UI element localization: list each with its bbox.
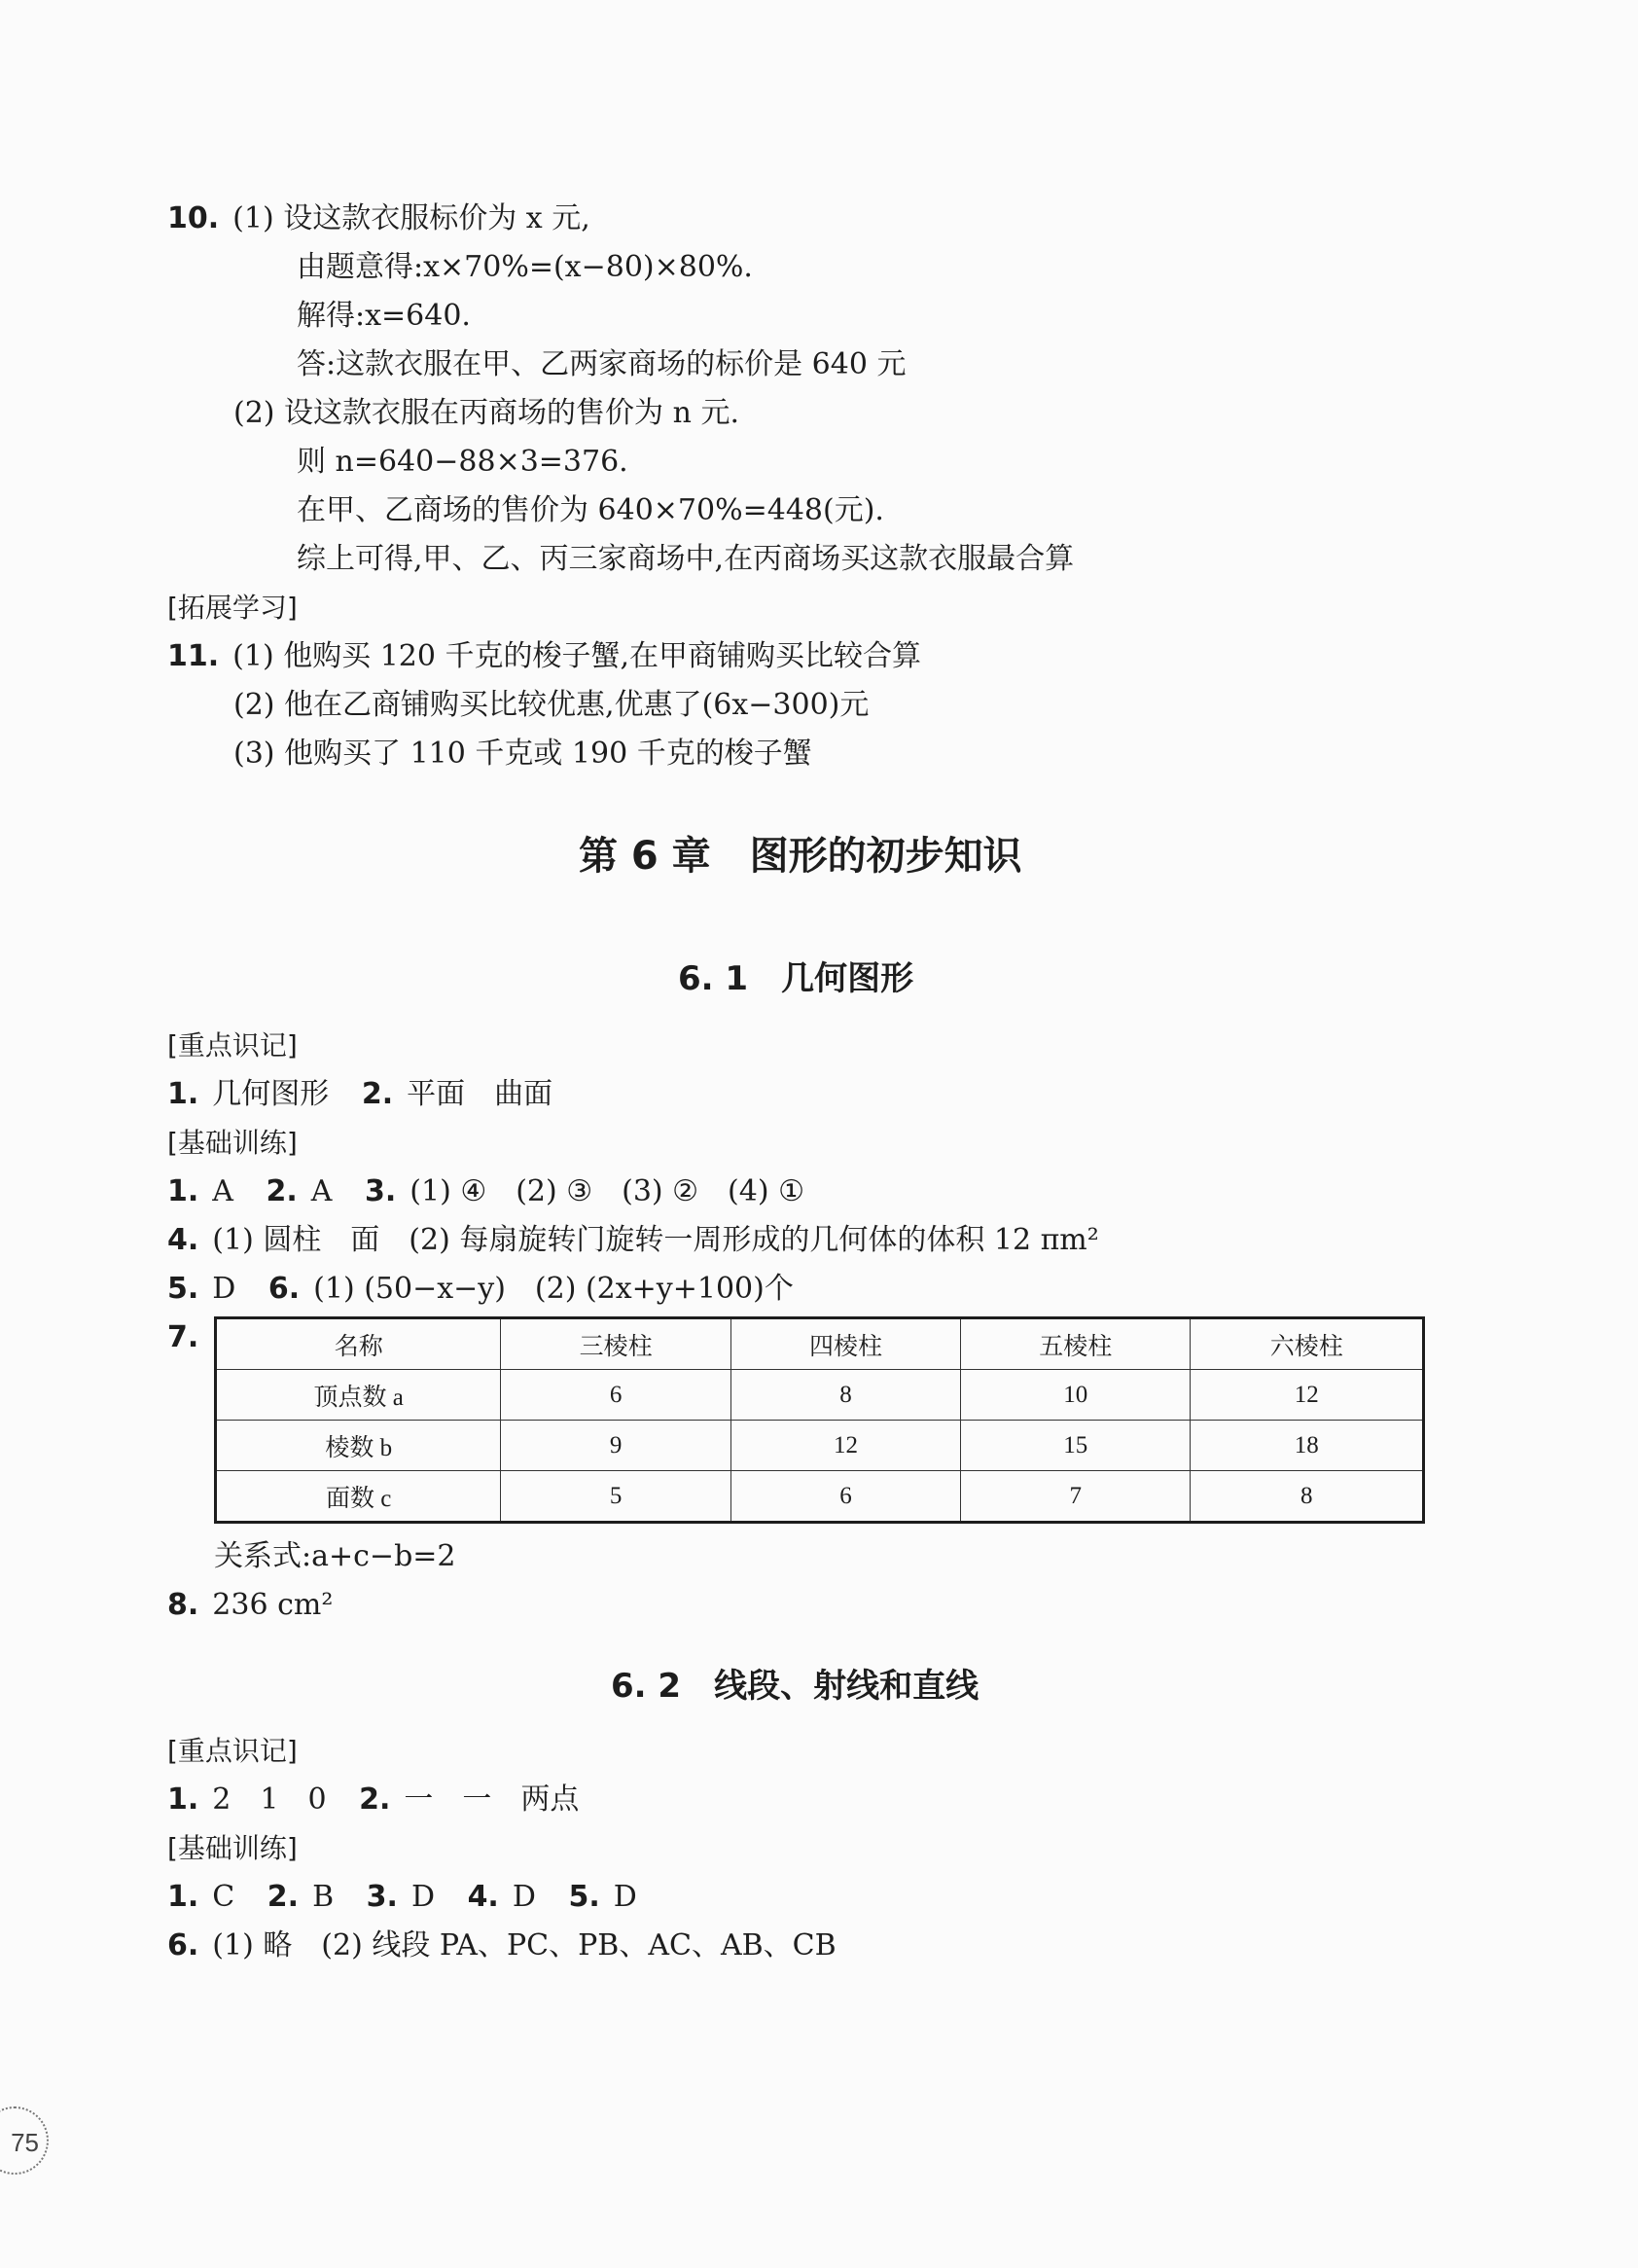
table-cell: 棱数 b <box>216 1421 501 1471</box>
s62-b-num-5: 5. <box>568 1880 600 1914</box>
table-cell: 10 <box>961 1370 1191 1421</box>
table-cell: 6 <box>501 1370 730 1421</box>
relation-formula: 关系式:a+c−b=2 <box>214 1539 456 1573</box>
s62-key-answer-1: 2 1 0 <box>212 1782 327 1817</box>
s61-key-num-1: 1. <box>167 1077 199 1111</box>
s61-key-line <box>167 1075 552 1114</box>
table-cell: 12 <box>1191 1370 1424 1421</box>
s61-basic-tag: [基础训练] <box>167 1127 298 1159</box>
s61-basic-line-1 <box>167 1172 804 1211</box>
q10-part1-line3: 解得:x=640. <box>297 299 471 333</box>
table-row <box>216 1421 1424 1471</box>
q10-part2-line4: 综上可得,甲、乙、丙三家商场中,在丙商场买这款衣服最合算 <box>297 542 1075 576</box>
table-cell: 15 <box>961 1421 1191 1471</box>
q10-part2-line2: 则 n=640−88×3=376. <box>297 445 628 479</box>
s61-b-answer-3: (1) ④ (2) ③ (3) ② (4) ① <box>410 1174 804 1208</box>
table-cell: 6 <box>730 1471 960 1523</box>
s61-basic-line-5 <box>167 1270 794 1309</box>
table-cell: 8 <box>1191 1471 1424 1523</box>
table-cell: 8 <box>730 1370 960 1421</box>
s62-b-answer-5: D <box>613 1880 637 1914</box>
s62-b-answer-2: B <box>312 1880 335 1914</box>
chapter-title: 第 6 章 图形的初步知识 <box>579 834 1022 879</box>
table-row <box>216 1370 1424 1421</box>
s61-b-num-2: 2. <box>266 1174 298 1208</box>
s62-key-line <box>167 1781 579 1819</box>
q10-line-5 <box>233 394 739 433</box>
q10-part2-label: (2) <box>233 396 275 430</box>
table-row <box>216 1471 1424 1523</box>
s62-b-answer-3: D <box>410 1880 436 1914</box>
s61-b-num-4: 4. <box>167 1223 199 1257</box>
s62-b-answer-4: D <box>512 1880 536 1914</box>
s62-key-num-2: 2. <box>359 1782 391 1817</box>
table-header-cell: 名称 <box>216 1318 501 1370</box>
s61-key-num-2: 2. <box>361 1077 394 1111</box>
page-number: 75 <box>0 2106 49 2175</box>
q10-part1-line2: 由题意得:x×70%=(x−80)×80%. <box>297 250 753 284</box>
s61-b-answer-5: D <box>212 1272 236 1306</box>
q10-line-1 <box>167 199 590 238</box>
s62-b-answer-1: C <box>212 1880 235 1914</box>
table-header-cell: 三棱柱 <box>501 1318 730 1370</box>
s61-b-answer-1: A <box>212 1174 233 1208</box>
section-6-1-title: 6. 1 几何图形 <box>678 959 914 998</box>
s62-basic-tag: [基础训练] <box>167 1832 298 1864</box>
table-header-cell: 五棱柱 <box>961 1318 1191 1370</box>
s61-b-answer-2: A <box>310 1174 333 1208</box>
s61-key-answer-2: 平面 曲面 <box>407 1077 553 1111</box>
q10-part2-line3: 在甲、乙商场的售价为 640×70%=448(元). <box>297 493 884 527</box>
table-cell: 18 <box>1191 1421 1424 1471</box>
s61-basic-line-8 <box>167 1586 333 1625</box>
s62-b-num-1: 1. <box>167 1880 199 1914</box>
s62-b-num-2: 2. <box>267 1880 300 1914</box>
table-header-cell: 六棱柱 <box>1191 1318 1424 1370</box>
s61-b-answer-8: 236 cm² <box>212 1588 334 1622</box>
q10-part1-line4: 答:这款衣服在甲、乙两家商场的标价是 640 元 <box>297 347 907 381</box>
s62-key-num-1: 1. <box>167 1782 199 1817</box>
s62-b-num-3: 3. <box>366 1880 398 1914</box>
q11-answer-1: (1) 他购买 120 千克的梭子蟹,在甲商铺购买比较合算 <box>232 639 922 673</box>
table-cell: 面数 c <box>216 1471 501 1523</box>
s61-basic-line-4 <box>167 1221 1099 1260</box>
q10-part1-label: (1) <box>232 201 274 235</box>
table-cell: 12 <box>730 1421 960 1471</box>
s62-key-tag: [重点识记] <box>167 1735 298 1767</box>
q11-line-1 <box>167 637 921 676</box>
s61-b-num-1: 1. <box>167 1174 199 1208</box>
s62-basic-line-6 <box>167 1926 837 1965</box>
s61-b-answer-6: (1) (50−x−y) (2) (2x+y+100)个 <box>313 1272 794 1306</box>
q11-answer-3: (3) 他购买了 110 千克或 190 千克的梭子蟹 <box>233 737 812 771</box>
s62-b-num-4: 4. <box>467 1880 499 1914</box>
table-header-cell: 四棱柱 <box>730 1318 960 1370</box>
s61-b-answer-4: (1) 圆柱 面 (2) 每扇旋转门旋转一周形成的几何体的体积 12 πm² <box>212 1223 1099 1257</box>
table-cell: 7 <box>961 1471 1191 1523</box>
s61-basic-line-7 <box>167 1318 212 1357</box>
q10-number: 10. <box>167 201 220 235</box>
s62-b-num-6: 6. <box>167 1928 199 1962</box>
s61-key-answer-1: 几何图形 <box>212 1077 330 1111</box>
s61-b-num-3: 3. <box>365 1174 397 1208</box>
s61-key-tag: [重点识记] <box>167 1029 298 1062</box>
s62-key-answer-2: 一 一 两点 <box>404 1782 580 1817</box>
table-cell: 9 <box>501 1421 730 1471</box>
s61-b-num-7: 7. <box>167 1320 199 1354</box>
section-6-2-title: 6. 2 线段、射线和直线 <box>611 1667 979 1706</box>
q11-answer-2: (2) 他在乙商铺购买比较优惠,优惠了(6x−300)元 <box>233 688 870 722</box>
q10-part2-line1: 设这款衣服在丙商场的售价为 n 元. <box>284 396 739 430</box>
q11-number: 11. <box>167 639 220 673</box>
extend-section-tag: [拓展学习] <box>167 592 298 624</box>
table-header-row <box>216 1318 1424 1370</box>
s62-b-answer-6: (1) 略 (2) 线段 PA、PC、PB、AC、AB、CB <box>212 1928 837 1962</box>
s61-b-num-5: 5. <box>167 1272 199 1306</box>
table-cell: 5 <box>501 1471 730 1523</box>
prism-table <box>214 1316 1425 1524</box>
s61-b-num-8: 8. <box>167 1588 199 1622</box>
table-cell: 顶点数 a <box>216 1370 501 1421</box>
s61-b-num-6: 6. <box>267 1272 301 1306</box>
q10-part1-line1: 设这款衣服标价为 x 元, <box>283 201 590 235</box>
s62-basic-line-1 <box>167 1878 637 1917</box>
